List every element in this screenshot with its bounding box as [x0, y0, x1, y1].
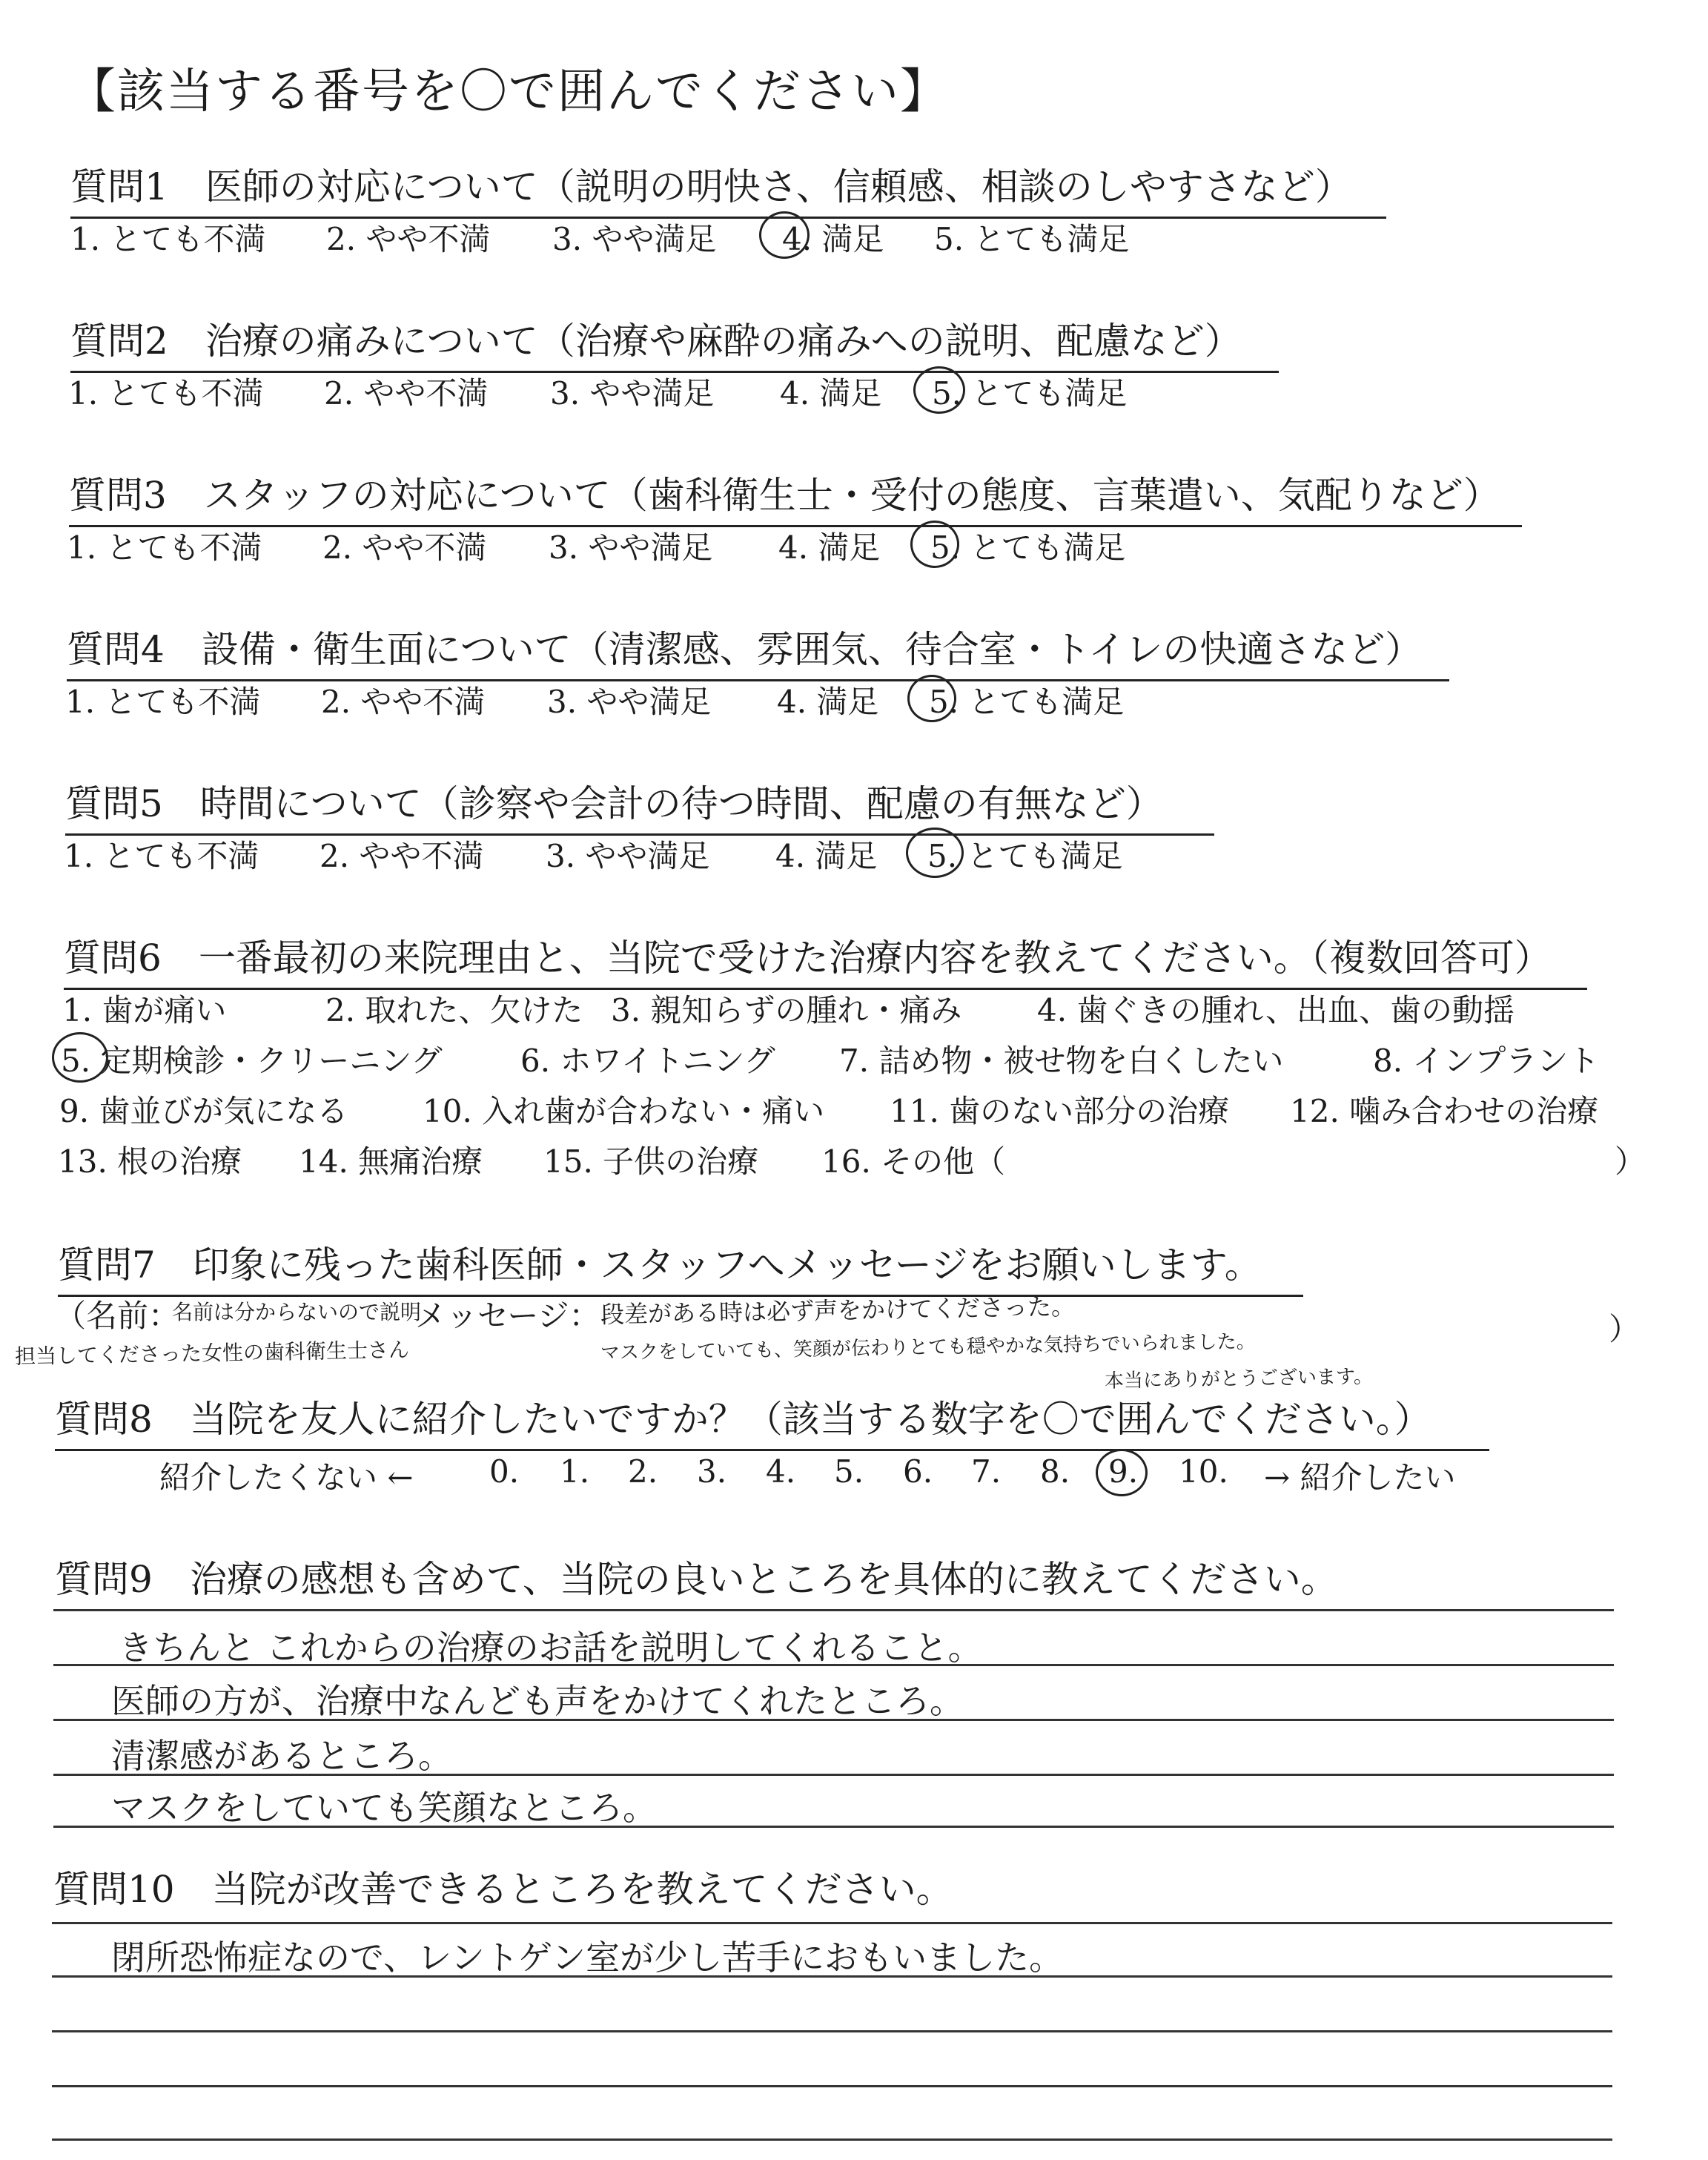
q6-option-6[interactable]: 6. ホワイトニング	[520, 1043, 775, 1079]
q1-option-3[interactable]: 3. やや満足	[552, 221, 717, 257]
q10-answer-rule-4	[52, 2085, 1612, 2087]
q8-option-3[interactable]: 3.	[697, 1453, 727, 1490]
question-3-label: 質問3	[69, 474, 167, 517]
q6-option-4[interactable]: 4. 歯ぐきの腫れ、出血、歯の動揺	[1037, 992, 1515, 1028]
q7-name-line2: 担当してくださった女性の歯科衛生士さん	[14, 1337, 410, 1369]
q6-selected-circle	[52, 1032, 108, 1083]
q3-option-4[interactable]: 4. 満足	[778, 529, 881, 566]
q9-answer-line-2: 医師の方が、治療中なんども声をかけてくれたところ。	[111, 1681, 964, 1721]
q10-answer-rule-5	[52, 2138, 1612, 2141]
question-1-text: 医師の対応について（説明の明快さ、信頼感、相談のしやすさなど）	[205, 165, 1352, 208]
q7-message-label: メッセージ：	[415, 1298, 600, 1334]
question-2-options	[68, 369, 1403, 411]
question-8	[55, 1390, 1489, 1451]
q6-option-5[interactable]: 5. 定期検診・クリーニング	[61, 1043, 443, 1079]
q6-option-8[interactable]: 8. インプラント	[1373, 1043, 1600, 1079]
question-4-options	[65, 678, 1400, 719]
q7-name-label: （名前：	[55, 1298, 180, 1334]
q9-answer-line-3: 清潔感があるところ。	[111, 1736, 452, 1776]
question-7-text: 印象に残った歯科医師・スタッフへメッセージをお願いします。	[192, 1244, 1262, 1287]
q8-option-6[interactable]: 6.	[903, 1453, 933, 1490]
question-6-label: 質問6	[64, 937, 162, 980]
question-8-label: 質問8	[55, 1398, 153, 1441]
q4-option-3[interactable]: 3. やや満足	[547, 684, 712, 720]
q1-selected-circle	[759, 211, 810, 259]
question-10	[53, 1860, 953, 1919]
q7-close-paren: ）	[1609, 1311, 1641, 1347]
q2-option-5[interactable]: 5. とても満足	[932, 375, 1128, 412]
q5-option-2[interactable]: 2. やや不満	[320, 838, 484, 874]
q3-option-3[interactable]: 3. やや満足	[549, 529, 713, 566]
q4-option-1[interactable]: 1. とても不満	[65, 684, 261, 720]
question-10-text: 当院が改善できるところを教えてください。	[211, 1868, 953, 1911]
question-3-text: スタッフの対応について（歯科衛生士・受付の態度、言葉遣い、気配りなど）	[203, 474, 1500, 517]
q4-option-4[interactable]: 4. 満足	[777, 684, 879, 720]
form-header: 【該当する番号を〇で囲んでください】	[68, 65, 949, 119]
q6-option-3[interactable]: 3. 親知らずの腫れ・痛み	[611, 992, 962, 1028]
q3-selected-circle	[910, 521, 959, 568]
q3-option-5[interactable]: 5. とても満足	[930, 529, 1126, 566]
question-1	[70, 157, 1386, 219]
q3-option-2[interactable]: 2. やや不満	[322, 529, 487, 566]
question-5-options	[64, 832, 1398, 873]
question-4-label: 質問4	[67, 628, 165, 671]
q8-option-9[interactable]: 9.	[1108, 1453, 1139, 1490]
question-4	[67, 620, 1449, 681]
question-2	[70, 311, 1279, 373]
q10-answer-rule-1	[52, 1922, 1612, 1924]
question-1-label: 質問1	[70, 165, 168, 208]
q1-option-5[interactable]: 5. とても満足	[934, 221, 1130, 257]
q9-answer-line-4: マスクをしていても笑顔なところ。	[111, 1788, 657, 1828]
q5-option-5[interactable]: 5. とても満足	[927, 838, 1123, 874]
q6-option-9[interactable]: 9. 歯並びが気になる	[59, 1093, 348, 1129]
q5-selected-circle	[906, 828, 964, 878]
question-6	[64, 928, 1587, 990]
question-4-text: 設備・衛生面について（清潔感、雰囲気、待合室・トイレの快適さなど）	[201, 628, 1423, 671]
q6-row-4	[58, 1137, 1689, 1179]
q6-option-13[interactable]: 13. 根の治療	[58, 1143, 242, 1180]
q6-option-16[interactable]: 16. その他（	[821, 1143, 1006, 1180]
q4-option-2[interactable]: 2. やや不満	[321, 684, 486, 720]
q6-option-10[interactable]: 10. 入れ歯が合わない・痛い	[423, 1093, 825, 1129]
question-5-label: 質問5	[65, 782, 163, 825]
q6-row-2	[61, 1037, 1692, 1078]
q5-option-4[interactable]: 4. 満足	[775, 838, 878, 874]
q6-option-14[interactable]: 14. 無痛治療	[299, 1143, 483, 1180]
q8-option-4[interactable]: 4.	[766, 1453, 796, 1490]
q8-option-7[interactable]: 7.	[971, 1453, 1002, 1490]
q2-option-4[interactable]: 4. 満足	[780, 375, 882, 412]
q6-option-15[interactable]: 15. 子供の治療	[543, 1143, 759, 1180]
q1-option-2[interactable]: 2. やや不満	[326, 221, 491, 257]
q8-right-label: → 紹介したい	[1264, 1459, 1456, 1496]
q6-option-7[interactable]: 7. 詰め物・被せ物を白くしたい	[839, 1043, 1284, 1079]
question-2-text: 治療の痛みについて（治療や麻酔の痛みへの説明、配慮など）	[205, 320, 1242, 363]
q5-option-1[interactable]: 1. とても不満	[64, 838, 259, 874]
q6-option-12[interactable]: 12. 噛み合わせの治療	[1290, 1093, 1599, 1129]
question-9-text: 治療の感想も含めて、当院の良いところを具体的に教えてください。	[189, 1558, 1338, 1601]
question-3-options	[67, 524, 1401, 565]
q4-selected-circle	[907, 675, 956, 722]
q5-option-3[interactable]: 3. やや満足	[546, 838, 710, 874]
question-9-label: 質問9	[55, 1558, 153, 1601]
q9-answer-rule-1	[53, 1609, 1614, 1611]
q1-option-4[interactable]: 4. 満足	[782, 221, 884, 257]
q1-option-1[interactable]: 1. とても不満	[70, 221, 266, 257]
q9-answer-line-1: きちんと これからの治療のお話を説明してくれること。	[119, 1628, 982, 1668]
q6-option-2[interactable]: 2. 取れた、欠けた	[325, 992, 583, 1028]
q2-selected-circle	[913, 366, 965, 414]
q6-row-1	[62, 986, 1693, 1028]
q8-option-10[interactable]: 10.	[1179, 1453, 1228, 1490]
q6-option-1[interactable]: 1. 歯が痛い	[62, 992, 227, 1028]
q7-name-handwritten: 名前は分からないので説明	[172, 1300, 422, 1324]
q8-selected-circle	[1096, 1449, 1148, 1496]
q7-message-line-1: 段差がある時は必ず声をかけてくださった。	[600, 1292, 1076, 1329]
q8-left-label: 紹介したくない ←	[159, 1459, 414, 1496]
question-2-label: 質問2	[70, 320, 168, 363]
q2-option-1[interactable]: 1. とても不満	[68, 375, 264, 412]
question-10-label: 質問10	[53, 1868, 175, 1911]
q3-option-1[interactable]: 1. とても不満	[67, 529, 262, 566]
q6-option-11[interactable]: 11. 歯のない部分の治療	[890, 1093, 1230, 1129]
q8-option-1[interactable]: 1.	[560, 1453, 590, 1490]
q2-option-3[interactable]: 3. やや満足	[550, 375, 715, 412]
question-5-text: 時間について（診察や会計の待つ時間、配慮の有無など）	[199, 782, 1163, 825]
question-9	[55, 1550, 1338, 1609]
q8-option-0[interactable]: 0.	[489, 1453, 520, 1490]
question-6-text: 一番最初の来院理由と、当院で受けた治療内容を教えてください。（複数回答可）	[198, 937, 1552, 980]
question-8-text: 当院を友人に紹介したいですか？（該当する数字を〇で囲んでください。）	[189, 1398, 1431, 1441]
question-3	[69, 466, 1522, 527]
q7-message-line-3: 本当にありがとうございます。	[1104, 1365, 1374, 1393]
question-7	[58, 1235, 1303, 1297]
q4-option-5[interactable]: 5. とても満足	[929, 684, 1125, 720]
q6-row-3	[59, 1087, 1705, 1129]
q8-option-2[interactable]: 2.	[628, 1453, 658, 1490]
q8-option-8[interactable]: 8.	[1040, 1453, 1070, 1490]
q8-option-5[interactable]: 5.	[834, 1453, 864, 1490]
q10-answer-line-1: 閉所恐怖症なので、レントゲン室が少し苦手におもいました。	[111, 1938, 1064, 1978]
q8-scale	[159, 1453, 1568, 1495]
q7-message-line-2: マスクをしていても、笑顔が伝わりとても穏やかな気持ちでいられました。	[600, 1330, 1256, 1364]
q10-answer-rule-3	[52, 2030, 1612, 2032]
q2-option-2[interactable]: 2. やや不満	[324, 375, 489, 412]
q6-other-close: ）	[1615, 1143, 1646, 1180]
question-5	[65, 774, 1214, 836]
question-7-label: 質問7	[58, 1244, 156, 1287]
question-1-options	[70, 215, 1405, 257]
